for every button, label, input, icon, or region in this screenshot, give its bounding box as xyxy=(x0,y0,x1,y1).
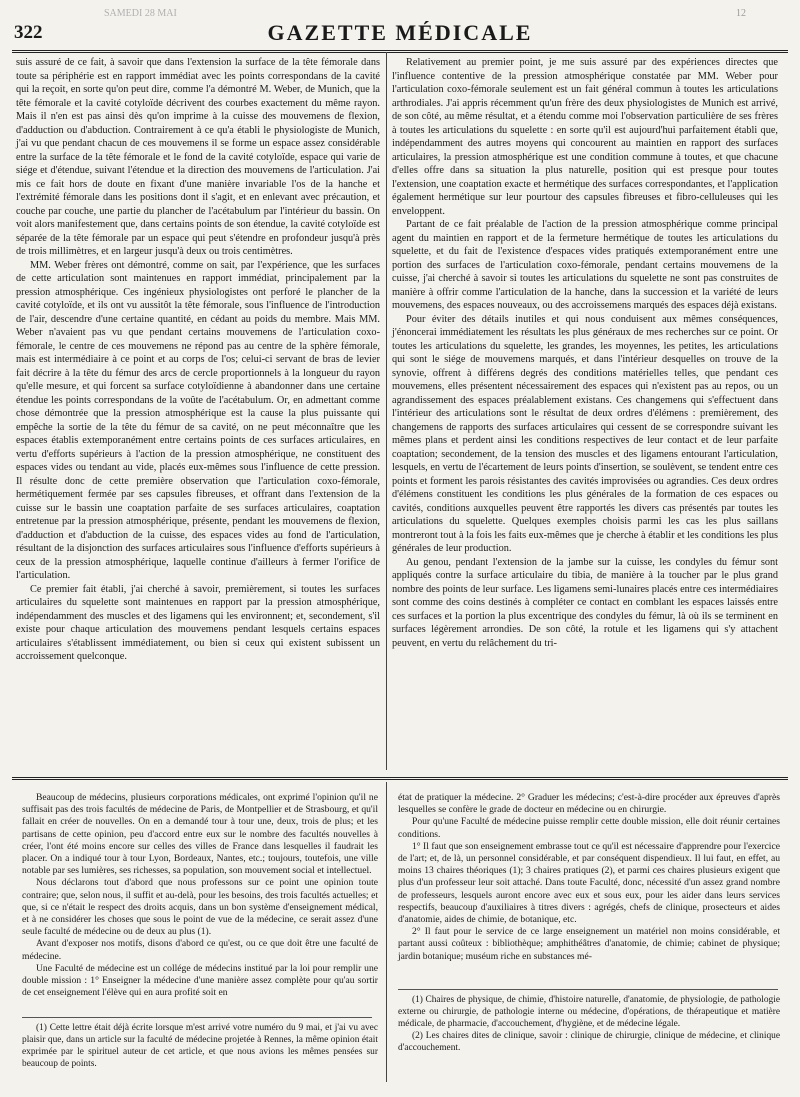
page-title: GAZETTE MÉDICALE xyxy=(267,20,533,45)
paragraph: Pour éviter des détails inutiles et qui nous conduisent aux mêmes conséquences, j'énoncerai immédiatement les résultats les plus généraux de mes recherches sur ce point. Or toutes les articulations du squelette, les grandes, les moyennes, les petites, les articulations qui sont le siége de mouvemens marqués, et dans l'intérieur desquelles on trouve de la synovie, offrent à différens degrés des conditions matérielles telles, que pendant ces mouvemens, elles présentent nécessairement des espaces qui n'existent pas au repos, ou un agrandissement des espaces préalablement existans. Ces changemens qui s'effectuent dans l'intérieur des articulations sont le résultat de deux ordres d'élémens : premièrement, des changemens de rapports des surfaces articulaires qui cessent de se correspondre suivant les mêmes plans et perdent ainsi les conditions respectives de leur contact et de leur parfaite coaptation; secondement, de la tension des muscles et des ligamens entourant l'articulation, lesquels, en vertu de l'écartement de leurs points d'insertion, se soulèvent, se tendent entre ces points et forment les parois résistantes des cavités improvisées ou agrandies. Ces deux ordres d'élémens constituent les conditions les plus générales de la formation de ces espaces ou cavités, conditions auxquelles peuvent être rapportés les divers cas présentés par toutes les articulations du squelette. Quelques exemples choisis parmi les cas les plus saillans montreront tout à la fois les faits eux-mêmes que je cherche à établir et les conditions les plus générales de leur production. xyxy=(392,313,779,554)
header-rule xyxy=(12,50,788,53)
footnote-rule xyxy=(398,989,778,990)
footnote-left xyxy=(22,1022,378,1082)
lower-left-column xyxy=(22,792,378,999)
paragraph: Avant d'exposer nos motifs, disons d'abord ce qu'est, ou ce que doit être une faculté de médecine. xyxy=(22,938,378,962)
paragraph: état de pratiquer la médecine. 2° Graduer les médecins; c'est-à-dire procéder aux épreuves d'après lesquelles se confère le grade de docteur en médecine ou en chirurgie. xyxy=(398,792,780,816)
page-header xyxy=(14,8,786,46)
lower-right-column xyxy=(398,792,780,982)
paragraph: MM. Weber frères ont démontré, comme on sait, par l'expérience, que les surfaces de cette articulation sont maintenues en rapport immédiat, principalement par la pression atmosphérique. Ces ingénieux physiologistes ont perforé le plancher de la cavité cotyloïde, et ils ont vu aussitôt la tête fémorale, sous l'influence de l'introduction de l'air, descendre d'une certaine quantité, en cédant au poids du membre. Mais MM. Weber n'avaient pas vu que pendant certains mouvemens de l'articulation coxo-fémorale, le centre de ces mouvemens ne répond pas au centre de la sphère fémorale, mais est intermédiaire à ce point et au corps de l'os; celui-ci servant de bras de levier fait décrire à la tête du fémur des arcs de cercle proportionnels à la longueur du rayon qu'elle mesure, et qui forcent sa surface cotyloïdienne à abandonner dans une certaine étendue les points correspondans de la voûte de l'acétabulum. Or, en admettant comme chose démontrée que la pression atmosphérique est la cause la plus puissante qui empêche la sortie de la tête du fémur de sa cavité, on ne peut méconnaître que les espaces établis extemporanément entre certains points de ces surfaces articulaires, en vertu d'efforts supérieurs à l'action de la pression atmosphérique, ne constituent des espaces vides ou tendant au vide, placés eux-mêmes sous l'influence de cette pression. Il résulte donc de cette première observation que l'articulation coxo-fémorale, hermétiquement fermée par ses capsules fibreuses, et offrant dans l'extension de la cuisse sur le bassin une coaptation parfaite de ses surfaces articulaires, coaptation entretenue par la pression atmosphérique, présente, pendant les mouvemens de flexion, d'adduction et d'abduction de la cuisse, des espaces vides au fond de l'articulation, résultant de la disjonction des surfaces articulaires sous l'influence d'efforts supérieurs à ceux de la pression atmosphérique, laquelle continue d'ailleurs à fermer l'orifice de l'articulation. xyxy=(16,259,380,581)
faint-margin-mark: 12 xyxy=(736,8,746,19)
paragraph: Partant de ce fait préalable de l'action de la pression atmosphérique comme principal agent du maintien en rapport et de la fermeture hermétique de toutes les articulations du squelette, et du fait de l'existence d'espaces vides pratiqués extemporanément entre une portion des surfaces de l'articulation coxo-fémorale, pendant certains mouvemens de la cuisse, j'ai cherché à savoir si toutes les articulations du squelette ne sont pas construites de manière à offrir comme l'articulation de la hanche, dans la succession et la variété de leurs mouvemens, des espaces nouveaux, ou des accroissemens marqués des espaces déjà existans. xyxy=(392,219,778,311)
paragraph: Relativement au premier point, je me suis assuré par des expériences directes que l'influence contentive de la pression atmosphérique constatée par MM. Weber pour l'articulation coxo-fémorale seulement est un fait général commun à toutes les articulations arthrodiales. J'ai appris récemment qu'un frère des deux physiologistes de Munich est arrivé, de son côté, au même résultat, et a étendu comme moi l'observation particulière de ses frères à toutes les articulations du squelette : en sorte qu'il est aujourd'hui parfaitement établi que, indépendamment des autres moyens qui concourent au maintien en rapport des surfaces articulaires, la pression atmosphérique est une condition commune à toutes, et que chacune d'elles offre dans sa situation la plus naturelle, position qui est presque pour toutes l'extension, une coaptation exacte et hermétique des surfaces correspondantes, et l'application également hermétique sur leur pourtour des capsules fibreuses et fibro-celluleuses qui les enveloppent. xyxy=(392,57,778,217)
paragraph: Une Faculté de médecine est un collége de médecins institué par la loi pour remplir une double mission : 1° Enseigner la médecine d'une manière assez complète pour qu'au sortir de cet enseignement l'élève qui en aura profité soit en xyxy=(22,962,378,999)
paragraph: 2° Il faut pour le service de ce large enseignement un matériel non moins considérable, et partant aussi coûteux : bibliothèque; amphithéâtres d'anatomie, de chimie; cabinet de physique; jardin botanique; muséum riche en substances mé- xyxy=(398,926,780,962)
column-divider xyxy=(386,782,387,1082)
footnote-right xyxy=(398,994,780,1084)
upper-right-column xyxy=(392,56,778,766)
page-number: 322 xyxy=(14,22,43,43)
footnote: (1) Cette lettre était déjà écrite lorsque m'est arrivé votre numéro du 9 mai, et j'ai vu avec plaisir que, dans un article sur la faculté de médecine projetée à Rennes, la même opinion était exprimée par le spirituel auteur de cet article, et que nous avions les mêmes pensées sur beaucoup de points. xyxy=(22,1023,378,1069)
paragraph: Pour qu'une Faculté de médecine puisse remplir cette double mission, elle doit réunir certaines conditions. xyxy=(398,816,780,840)
footnote: (2) Les chaires dites de clinique, savoir : clinique de chirurgie, clinique de médecine, et clinique d'accouchement. xyxy=(398,1031,780,1053)
paragraph: Ce premier fait établi, j'ai cherché à savoir, premièrement, si toutes les surfaces articulaires du squelette sont maintenues en rapport par la pression atmosphérique, indépendamment des muscles et des ligamens qui les environnent; et, secondement, s'il existe pour chaque articulation des mouvemens pendant lesquels certains espaces articulaires s'établissent immédiatement, ou bien si ceux qui existent subissent un accroissement quelconque. xyxy=(16,583,380,662)
paragraph: Au genou, pendant l'extension de la jambe sur la cuisse, les condyles du fémur sont appliqués contre la surface articulaire du tibia, de manière à la toucher par le plus grand nombre des points de leur surface. Les ligamens semi-lunaires placés entre ces intermédiaires sont comme des coins destinés à compléter ce contact en comblant les espaces laissés entre ces surfaces et la portion la plus excentrique des condyles du fémur, là où ils se terminent en surfaces légèrement arrondies. De son côté, la rotule et les ligamens qui s'y attachent peuvent, en vertu du relâchement du tri- xyxy=(392,556,778,649)
footnote-rule xyxy=(22,1017,372,1018)
faint-header-text: SAMEDI 28 MAI xyxy=(104,8,177,19)
paragraph: Beaucoup de médecins, plusieurs corporations médicales, ont exprimé l'opinion qu'il ne suffisait pas des trois facultés de médecine de Paris, de Montpellier et de Strasbourg, et qu'il fallait en créer de nouvelles. On en a demandé tour à tour une, deux, trois de plus; et les partisans de cette opinion, peu d'accord entre eux sur le nombre des facultés nouvelles à créer, l'ont été moins encore sur celles des villes de France dans lesquelles il faudrait les placer. On a indiqué tour à tour Lyon, Bordeaux, Nantes, etc.; toujours, toutefois, une ville notable par ses lumières, ses richesses, sa population, son mouvement social et intellectuel. xyxy=(22,792,378,877)
paragraph: suis assuré de ce fait, à savoir que dans l'extension la surface de la tête fémorale dans toute sa périphérie est en rapport immédiat avec les points correspondans de la cavité qui la reçoit, en sorte qu'on peut dire, comme l'a démontré M. Weber, de Munich, que la tête fémorale et la cavité cotyloïde décrivent des courbes exactement du même rayon. Mais il n'en est pas ainsi dès qu'on imprime à la cuisse des mouvemens de flexion, d'adduction ou d'abduction. Contrairement à ce qu'a établi le physiologiste de Munich, j'ai vu que pendant chacun de ces mouvemens il se forme un espace assez considérable entre la surface de la tête fémorale et le fond de la cavité cotyloïde, espace qui varie de siége et d'étendue, suivant l'étendue et la direction des mouvemens de l'articulation. J'ai mis ce fait hors de doute en fixant d'une manière invariable l'os de la hanche et l'extrémité fémorale dans les positions dont il s'agit, et en enlevant avec précaution, et couche par couche, une partie du plancher de l'acétabulum par l'intérieur du bassin. On voit alors manifestement que, dans certains points de son étendue, la cavité cotyloïde est séparée de la tête fémorale par un espace qui peut s'étendre en profondeur jusqu'à près de trois millimètres, et en largeur jusqu'à deux ou trois centimètres. xyxy=(16,57,381,257)
footnote: (1) Chaires de physique, de chimie, d'histoire naturelle, d'anatomie, de physiologie, de pathologie externe ou chirurgie, de pathologie interne ou médecine, d'opérations, de thérapeutique et matière médicale, de pharmacie, d'accouchement, d'hygiène, et de médecine légale. xyxy=(398,995,780,1029)
upper-left-column xyxy=(16,56,380,766)
paragraph: Nous déclarons tout d'abord que nous professons sur ce point une opinion toute contraire; que, selon nous, il suffit et au-delà, pour les besoins, des trois facultés actuelles; et que, si ce n'était le respect des droits acquis, dans un bon système d'enseignement médical, et à ne considérer les choses que sous le point de vue de la médecine, ce serait assez d'une seule faculté de médecine ou de deux au plus (1). xyxy=(22,877,378,938)
section-rule xyxy=(12,777,788,780)
paragraph: 1° Il faut que son enseignement embrasse tout ce qu'il est nécessaire d'apprendre pour l'exercice de l'art; et, de là, un personnel considérable, et par conséquent dispendieux. Il lui faut, en effet, au moins 13 chaires théoriques (1); 3 chaires pratiques (2), et parmi ces chaires plusieurs exigent que plus d'un professeur leur soit attaché. Dans toute Faculté, donc, nécessité d'un assez grand nombre de professeurs, lesquels auront encore avec eux et sous eux, pour les aider dans leurs services respectifs, beaucoup d'auxiliaires à titres divers : agrégés, chefs de clinique, prosecteurs et aides d'anatomie, aides de chimie, de botanique, etc. xyxy=(398,840,780,926)
column-divider xyxy=(386,52,387,770)
